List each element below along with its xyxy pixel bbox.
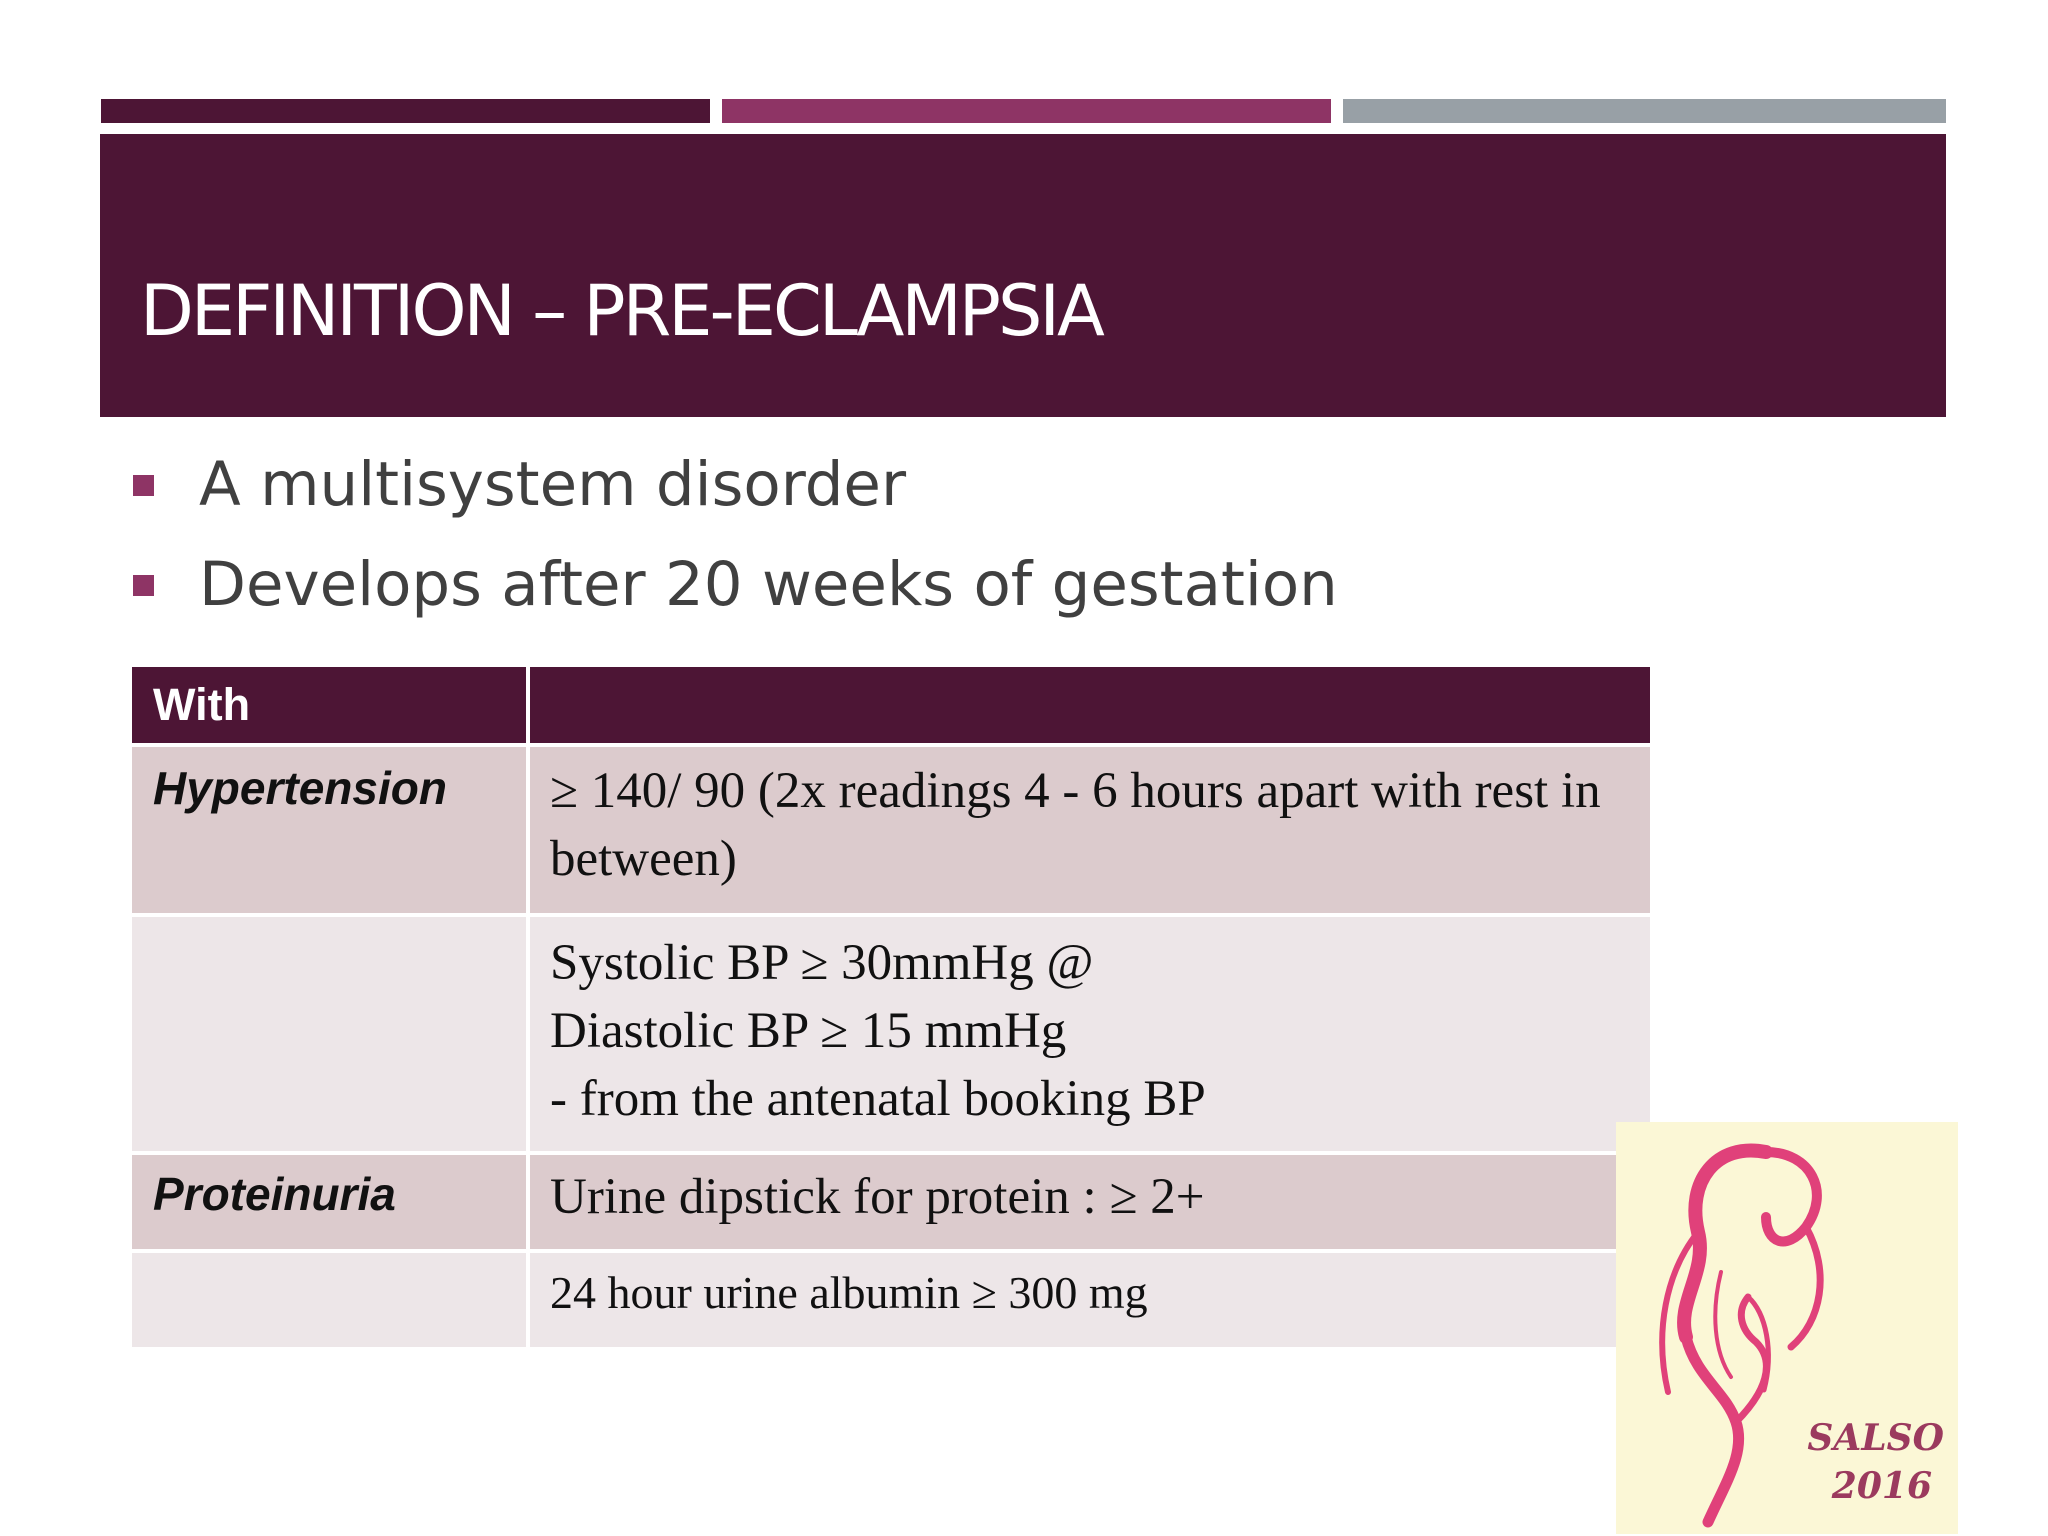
row-label	[132, 915, 528, 1153]
bullet-square-icon	[133, 575, 154, 596]
logo-year: 2016	[1831, 1465, 1932, 1507]
table-header-row	[132, 667, 1650, 745]
bullet-text: Develops after 20 weeks of gestation	[199, 549, 1338, 620]
criteria-table	[132, 667, 1650, 1347]
row-label	[132, 1251, 528, 1347]
row-value	[528, 915, 1650, 1153]
bullet-square-icon	[133, 475, 154, 496]
row-value	[528, 1251, 1650, 1347]
accent-bar-dark	[101, 99, 710, 123]
value-line: Systolic BP ≥ 30mmHg @	[550, 935, 1094, 991]
accent-bar-magenta	[722, 99, 1331, 123]
value-line: - from the antenatal booking BP	[550, 1071, 1206, 1127]
row-label: Hypertension	[132, 745, 528, 915]
value-line: 24 hour urine albumin ≥ 300 mg	[550, 1267, 1148, 1318]
table-header-cell	[528, 667, 1650, 745]
row-label: Proteinuria	[132, 1153, 528, 1251]
bullet-text: A multisystem disorder	[199, 449, 907, 520]
value-line: Urine dipstick for protein : ≥ 2+	[550, 1169, 1205, 1225]
table-row	[132, 1153, 1650, 1251]
value-line: Diastolic BP ≥ 15 mmHg	[550, 1003, 1067, 1059]
table-row	[132, 745, 1650, 915]
row-value	[528, 745, 1650, 915]
table-header-cell: With	[132, 667, 528, 745]
salso-logo	[1616, 1122, 1958, 1534]
table-row	[132, 915, 1650, 1153]
logo-text: SALSO	[1807, 1417, 1944, 1459]
row-value	[528, 1153, 1650, 1251]
value-line: ≥ 140/ 90 (2x readings 4 - 6 hours apart with rest in between)	[550, 763, 1601, 887]
title-band	[100, 134, 1946, 417]
accent-bar-grey	[1343, 99, 1946, 123]
table-row	[132, 1251, 1650, 1347]
slide-title: DEFINITION – PRE-ECLAMPSIA	[140, 270, 1102, 352]
